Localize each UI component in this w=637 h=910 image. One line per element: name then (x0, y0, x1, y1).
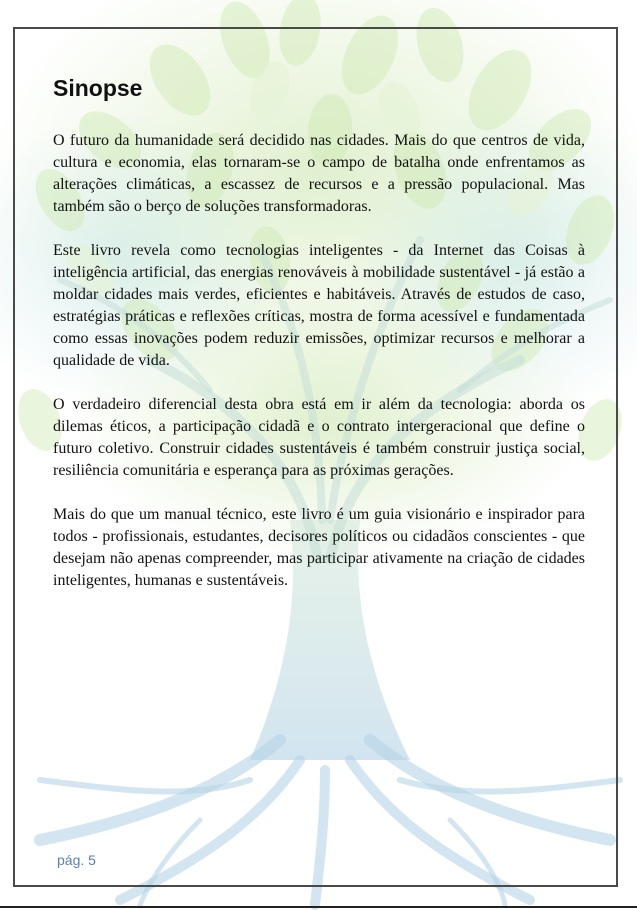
paragraph: O futuro da humanidade será decidido nas cidades. Mais do que centros de vida, cultura e economia, elas tornaram-se o campo de batalha onde enfrentamos as alterações climáticas, a escassez de recursos e a pressão populacional. Mas também são o berço de soluções transformadoras. (53, 132, 585, 215)
page-number: pág. 5 (57, 852, 96, 868)
section-title: Sinopse (53, 75, 143, 101)
page-content (53, 72, 585, 614)
paragraph: Este livro revela como tecnologias inteligentes - da Internet das Coisas à inteligência artificial, das energias renováveis à mobilidade sustentável - já estão a moldar cidades mais verdes, eficientes e habitáveis. Através de estudos de caso, estratégias práticas e reflexões críticas, mostra de forma acessível e fundamentada como essas inovações podem reduzir emissões, optimizar recursos e melhorar a qualidade de vida. (53, 242, 585, 369)
paragraph: O verdadeiro diferencial desta obra está em ir além da tecnologia: aborda os dilemas éticos, a participação cidadã e o contrato intergeracional que define o futuro coletivo. Construir cidades sustentáveis é também construir justiça social, resiliência comunitária e esperança para as próximas gerações. (53, 396, 585, 479)
bottom-divider (0, 906, 637, 908)
paragraph: Mais do que um manual técnico, este livro é um guia visionário e inspirador para todos - profissionais, estudantes, decisores políticos ou cidadãos conscientes - que desejam não apenas compreender, mas participar ativamente na criação de cidades inteligentes, humanas e sustentáveis. (53, 506, 585, 589)
